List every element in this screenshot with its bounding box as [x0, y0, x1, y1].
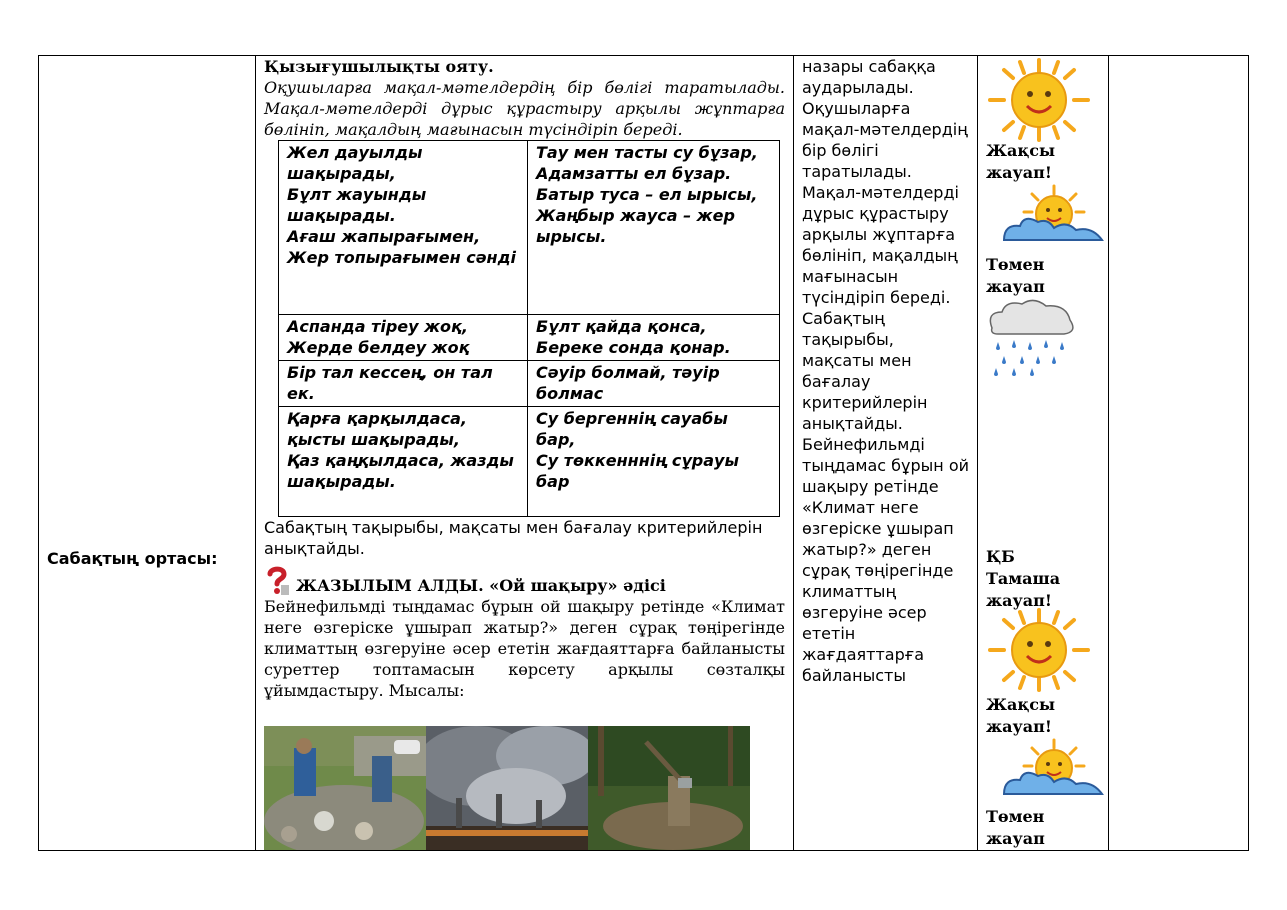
activity-heading: Қызығушылықты ояту. — [264, 57, 494, 76]
stage-label: Сабақтың ортасы: — [47, 549, 218, 568]
low-answer-label: Төмен жауап — [986, 807, 1045, 848]
table-row — [279, 361, 780, 407]
table-row — [279, 141, 780, 315]
factory-smoke-photo — [426, 726, 588, 850]
photo-gallery — [264, 726, 750, 850]
proverb-cell: Бір тал кессең, он тал ек. — [279, 361, 528, 407]
proverb-cell: Бұлт қайда қонса, Береке сонда қонар. — [528, 315, 780, 361]
proverb-cell: Қарға қарқылдаса, қысты шақырады, Қаз қаңқылдаса, жазды шақырады. — [279, 407, 528, 517]
cut-tree-photo — [588, 726, 750, 850]
activities-column — [256, 56, 794, 850]
proverb-cell: Су бергеннің сауабы бар, Су төккенннің сұрауы бар — [528, 407, 780, 517]
proverbs-table — [278, 140, 780, 517]
assessment-column — [978, 56, 1109, 850]
student-activity-text: назары сабаққа аударылады. Оқушыларға мақал-мәтелдердің бір бөлігі таратылады. Мақал-мәтелдерді дұрыс құрастыру арқылы жұптарға бөлініп, мақалдың мағынасын түсіндіріп береді. Сабақтың тақырыбы, мақсаты мен бағалау критерийлерін анықтайды. Бейнефильмді тыңдамас бұрын ой шақыру ретінде «Климат неге өзгеріске ұшырап жатыр?» деген сұрақ төңірегінде климаттың өзгеруіне әсер ететін жағдаяттарға байланысты — [802, 57, 970, 685]
proverb-cell: Сәуір болмай, тәуір болмас — [528, 361, 780, 407]
excellent-answer-label: ҚБ Тамаша жауап! — [986, 547, 1061, 610]
topic-line: Сабақтың тақырыбы, мақсаты мен бағалау критерийлерін анықтайды. — [264, 518, 763, 558]
good-answer-label: Жақсы жауап! — [986, 141, 1056, 182]
stage-column — [39, 56, 256, 850]
proverb-cell: Жел дауылды шақырады, Бұлт жауынды шақырады. Ағаш жапырағымен, Жер топырағымен сәнді — [279, 141, 528, 315]
garbage-photo — [264, 726, 426, 850]
sun-behind-cloud-icon — [1002, 184, 1104, 248]
student-activity-column — [794, 56, 978, 850]
method-title-line — [264, 565, 785, 596]
low-answer-label: Төмен жауап — [986, 255, 1045, 296]
method-text: Бейнефильмді тыңдамас бұрын ой шақыру ретінде «Климат неге өзгеріске ұшырап жатыр?» деген сұрақ төңірегінде климаттың өзгеруіне әсер ететін жағдаяттарға байланысты суреттер топтамасын көрсету арқылы сөзталқы ұйымдастыру. Мысалы: — [264, 597, 785, 700]
question-mark-icon — [264, 565, 290, 595]
method-title: ЖАЗЫЛЫМ АЛДЫ. «Ой шақыру» әдісі — [296, 576, 666, 595]
table-row — [279, 315, 780, 361]
lesson-plan-table — [38, 55, 1249, 851]
sun-behind-cloud-icon — [1002, 738, 1104, 802]
good-answer-label: Жақсы жауап! — [986, 695, 1056, 736]
proverb-cell: Аспанда тіреу жоқ, Жерде белдеу жоқ — [279, 315, 528, 361]
sun-icon — [986, 608, 1092, 696]
activity-instruction: Оқушыларға мақал-мәтелдердің бір бөлігі таратылады. Мақал-мәтелдерді дұрыс құрастыру арқылы жұптарға бөлініп, мақалдың мағынасын түсіндіріп береді. — [264, 78, 785, 139]
resources-column — [1109, 56, 1250, 850]
table-row — [279, 407, 780, 517]
sun-icon — [986, 58, 1092, 146]
rain-cloud-icon — [986, 298, 1076, 380]
proverb-cell: Тау мен тасты су бұзар, Адамзатты ел бұзар. Батыр туса – ел ырысы, Жаңбыр жауса – жер ырысы. — [528, 141, 780, 315]
